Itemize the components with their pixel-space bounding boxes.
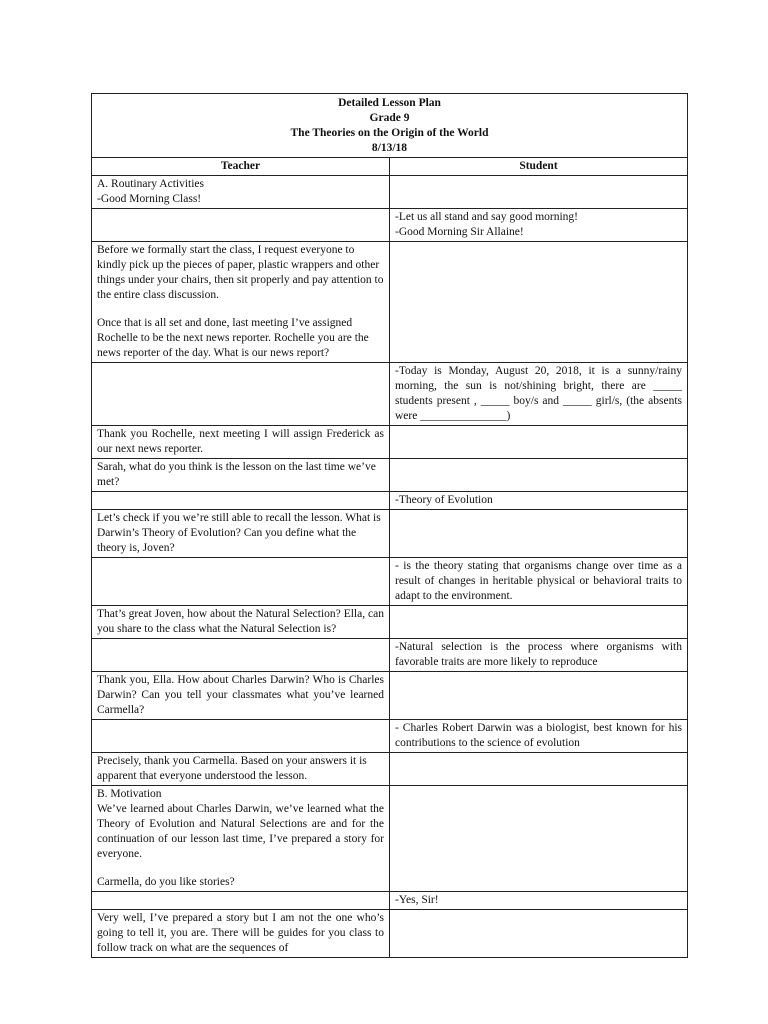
student-cell [390, 176, 688, 209]
teacher-cell: That’s great Joven, how about the Natural Selection? Ella, can you share to the class what the Natural Selection is? [92, 606, 390, 639]
student-column-header: Student [390, 158, 688, 176]
teacher-paragraph: Carmella, do you like stories? [97, 876, 235, 888]
lesson-plan-page [91, 93, 687, 958]
teacher-cell [92, 892, 390, 910]
student-cell [390, 753, 688, 786]
table-row [92, 426, 688, 459]
teacher-cell [92, 720, 390, 753]
student-cell: -Let us all stand and say good morning! -Good Morning Sir Allaine! [390, 209, 688, 242]
student-cell [390, 510, 688, 558]
teacher-paragraph: B. Motivation We’ve learned about Charles Darwin, we’ve learned what the Theory of Evolution and Natural Selections are and for the continuation of our lesson last time, I’ve prepared a story for everyone. [97, 788, 384, 860]
teacher-column-header: Teacher [92, 158, 390, 176]
grade-level: Grade 9 [369, 112, 410, 124]
lesson-plan-table [91, 93, 688, 958]
student-cell [390, 606, 688, 639]
student-cell: -Yes, Sir! [390, 892, 688, 910]
lesson-plan-header [92, 94, 688, 158]
table-row [92, 558, 688, 606]
teacher-cell: Thank you, Ella. How about Charles Darwin? Who is Charles Darwin? Can you tell your classmates what you’ve learned Carmella? [92, 672, 390, 720]
teacher-paragraph: Once that is all set and done, last meeting I’ve assigned Rochelle to be the next news reporter. Rochelle you are the news reporter of the day. What is our news report? [97, 317, 369, 359]
teacher-cell [92, 558, 390, 606]
student-cell: -Natural selection is the process where organisms with favorable traits are more likely to reproduce [390, 639, 688, 672]
teacher-cell [92, 242, 390, 363]
lesson-date: 8/13/18 [371, 142, 408, 154]
student-cell [390, 426, 688, 459]
teacher-cell [92, 492, 390, 510]
teacher-cell [92, 209, 390, 242]
table-row [92, 892, 688, 910]
paragraph-gap [97, 862, 384, 875]
table-row [92, 242, 688, 363]
teacher-cell: Sarah, what do you think is the lesson on the last time we’ve met? [92, 459, 390, 492]
student-cell [390, 672, 688, 720]
table-row [92, 639, 688, 672]
plan-title: Detailed Lesson Plan [338, 97, 441, 109]
table-row [92, 606, 688, 639]
table-row [92, 672, 688, 720]
teacher-cell: A. Routinary Activities -Good Morning Class! [92, 176, 390, 209]
teacher-cell [92, 363, 390, 426]
teacher-paragraph: Before we formally start the class, I request everyone to kindly pick up the pieces of paper, plastic wrappers and other things under your chairs, then sit properly and pay attention to the entire class discussion. [97, 244, 384, 301]
table-row [92, 720, 688, 753]
student-cell [390, 242, 688, 363]
header-row [92, 94, 688, 158]
teacher-cell [92, 639, 390, 672]
lesson-topic: The Theories on the Origin of the World [290, 127, 489, 139]
table-row [92, 492, 688, 510]
teacher-cell: Let’s check if you we’re still able to recall the lesson. What is Darwin’s Theory of Evolution? Can you define what the theory is, Joven? [92, 510, 390, 558]
student-cell: - is the theory stating that organisms change over time as a result of changes in heritable physical or behavioral traits to adapt to the environment. [390, 558, 688, 606]
table-row [92, 176, 688, 209]
table-row [92, 786, 688, 892]
table-row [92, 459, 688, 492]
teacher-cell [92, 786, 390, 892]
student-cell: - Charles Robert Darwin was a biologist, best known for his contributions to the science of evolution [390, 720, 688, 753]
student-cell: -Theory of Evolution [390, 492, 688, 510]
column-header-row [92, 158, 688, 176]
student-cell [390, 459, 688, 492]
teacher-cell: Very well, I’ve prepared a story but I am not the one who’s going to tell it, you are. There will be guides for you class to follow track on what are the sequences of [92, 910, 390, 958]
paragraph-gap [97, 303, 384, 316]
student-cell: -Today is Monday, August 20, 2018, it is a sunny/rainy morning, the sun is not/shining bright, there are _____ students present , _____ boy/s and _____ girl/s, (the absents were _______________) [390, 363, 688, 426]
teacher-cell: Precisely, thank you Carmella. Based on your answers it is apparent that everyone understood the lesson. [92, 753, 390, 786]
table-row [92, 510, 688, 558]
table-row [92, 910, 688, 958]
student-cell [390, 786, 688, 892]
table-row [92, 753, 688, 786]
student-cell [390, 910, 688, 958]
table-row [92, 209, 688, 242]
teacher-cell: Thank you Rochelle, next meeting I will assign Frederick as our next news reporter. [92, 426, 390, 459]
table-row [92, 363, 688, 426]
